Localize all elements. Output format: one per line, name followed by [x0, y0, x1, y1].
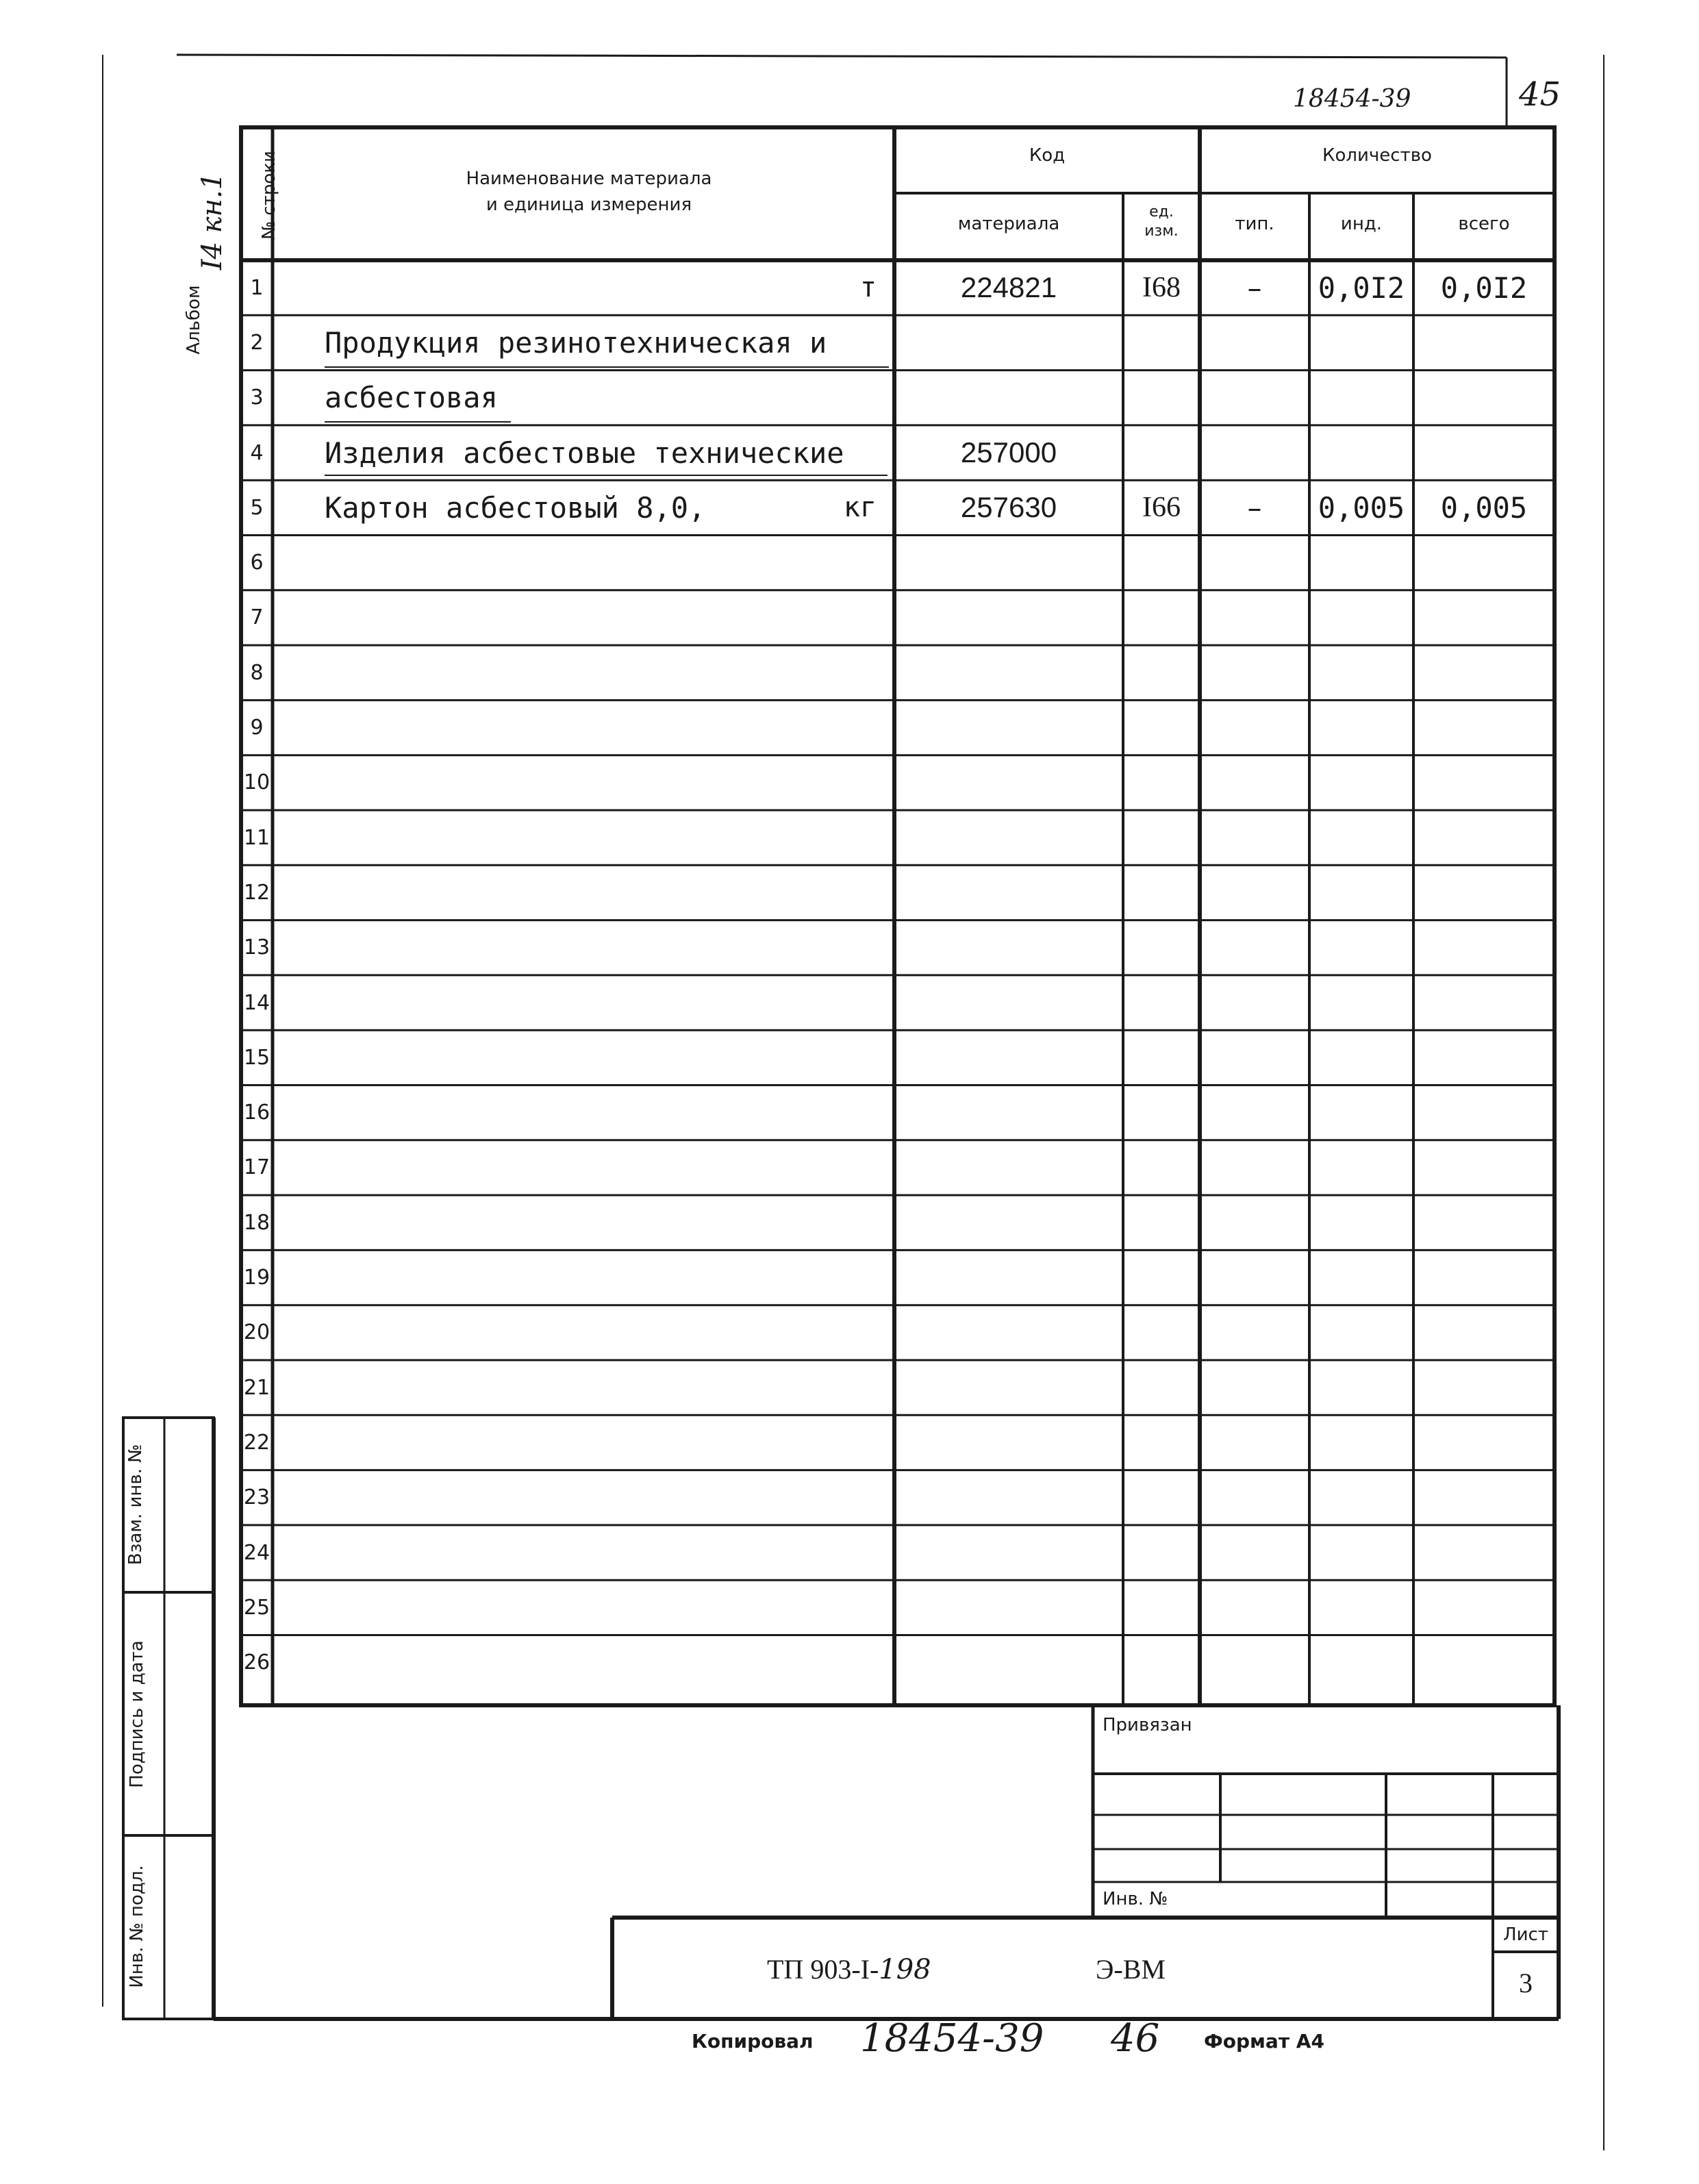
cell-unit-code — [1123, 371, 1200, 425]
cell-unit-code — [1123, 1085, 1200, 1140]
cell-ind — [1309, 1195, 1413, 1250]
col-qty-ind: инд. — [1340, 214, 1383, 234]
cell-code — [894, 920, 1123, 975]
cell-ind — [1309, 1580, 1413, 1635]
cell-name — [273, 920, 894, 975]
cell-unit-code — [1123, 1305, 1200, 1360]
cell-total — [1413, 1140, 1555, 1195]
cell-total — [1413, 645, 1555, 700]
format-label: Формат А4 — [1204, 2030, 1324, 2053]
cell-no: 13 — [243, 936, 270, 960]
cell-typ — [1200, 1470, 1309, 1525]
cell-unit-code — [1123, 920, 1200, 975]
cell-code — [894, 1140, 1123, 1195]
cell-typ — [1200, 755, 1309, 810]
cell-typ — [1200, 1635, 1309, 1690]
cell-name — [273, 1360, 894, 1415]
col-code-unit: ед. изм. — [1144, 203, 1179, 240]
cell-total — [1413, 1250, 1555, 1305]
cell-typ: – — [1247, 490, 1262, 525]
cell-no: 20 — [243, 1320, 270, 1345]
cell-no: 24 — [243, 1540, 270, 1565]
cell-ind — [1309, 371, 1413, 425]
cell-name — [273, 645, 894, 700]
cell-typ — [1200, 1580, 1309, 1635]
cell-unit-code — [1123, 425, 1200, 480]
cell-unit-code: I66 — [1142, 492, 1181, 524]
designation-hand: 198 — [879, 1954, 931, 1985]
cell-ind — [1309, 1525, 1413, 1580]
cell-no: 3 — [250, 386, 264, 410]
col-qty-total: всего — [1458, 214, 1510, 234]
cell-typ — [1200, 315, 1309, 370]
cell-unit-text: т — [859, 272, 877, 304]
col-name: Наименование материала и единица измерения — [466, 168, 712, 215]
cell-unit-code — [1123, 1470, 1200, 1525]
cell-no: 12 — [243, 880, 270, 905]
cell-no: 26 — [243, 1650, 270, 1675]
cell-name — [273, 536, 894, 590]
cell-name — [273, 1525, 894, 1580]
cell-ind — [1309, 1140, 1413, 1195]
cell-ind — [1309, 1030, 1413, 1085]
cell-unit-code — [1123, 1140, 1200, 1195]
cell-ind — [1309, 975, 1413, 1030]
cell-ind — [1309, 590, 1413, 645]
col-qty: Количество — [1322, 145, 1432, 166]
cell-no: 1 — [250, 275, 264, 300]
cell-typ — [1200, 1360, 1309, 1415]
cell-total: 0,005 — [1440, 490, 1528, 525]
cell-name — [273, 975, 894, 1030]
cell-total — [1413, 1415, 1555, 1470]
cell-no: 9 — [250, 716, 264, 740]
cell-name — [273, 1415, 894, 1470]
cell-unit-code — [1123, 1525, 1200, 1580]
sheet-value: 3 — [1519, 1968, 1533, 1998]
cell-no: 19 — [243, 1266, 270, 1290]
designation — [767, 1953, 931, 1985]
cell-no: 7 — [250, 605, 264, 630]
cell-name: асбестовая — [325, 381, 498, 415]
cell-code — [894, 315, 1123, 370]
album-value: I4 кн.1 — [197, 172, 228, 271]
cell-code — [894, 536, 1123, 590]
cell-ind — [1309, 315, 1413, 370]
cell-name: Продукция резинотехническая и — [325, 325, 827, 360]
cell-ind — [1309, 1415, 1413, 1470]
cell-typ — [1200, 1030, 1309, 1085]
doc-mark: Э-ВМ — [1096, 1954, 1166, 1985]
cell-total — [1413, 865, 1555, 920]
cell-no: 17 — [243, 1155, 270, 1180]
cell-ind: 0,0I2 — [1318, 271, 1405, 305]
cell-no: 6 — [250, 551, 264, 575]
cell-typ — [1200, 1085, 1309, 1140]
cell-typ — [1200, 645, 1309, 700]
cell-ind — [1309, 1085, 1413, 1140]
cell-total — [1413, 755, 1555, 810]
cell-no: 18 — [243, 1210, 270, 1235]
cell-code — [894, 1525, 1123, 1580]
cell-code — [894, 645, 1123, 700]
cell-total — [1413, 920, 1555, 975]
cell-ind — [1309, 1360, 1413, 1415]
cell-no: 8 — [250, 660, 264, 685]
cell-ind — [1309, 700, 1413, 755]
cell-ind — [1309, 425, 1413, 480]
cell-name — [273, 1635, 894, 1690]
cell-ind — [1309, 1305, 1413, 1360]
cell-unit-code: I68 — [1142, 272, 1181, 304]
cell-name — [273, 755, 894, 810]
cell-code: 257000 — [960, 436, 1057, 469]
cell-ind — [1309, 1635, 1413, 1690]
cell-code — [894, 1635, 1123, 1690]
cell-typ — [1200, 1415, 1309, 1470]
cell-code — [894, 1030, 1123, 1085]
cell-code — [894, 700, 1123, 755]
cell-total: 0,0I2 — [1440, 271, 1528, 305]
cell-total — [1413, 590, 1555, 645]
cell-unit-code — [1123, 1580, 1200, 1635]
cell-no: 14 — [243, 990, 270, 1015]
cell-unit-code — [1123, 1250, 1200, 1305]
doc-number: 18454-39 — [1293, 85, 1411, 113]
copied-hand: 18454-39 — [860, 2016, 1044, 2061]
cell-code — [894, 865, 1123, 920]
cell-code — [894, 1470, 1123, 1525]
cell-name — [273, 590, 894, 645]
cell-ind: 0,005 — [1318, 490, 1405, 525]
cell-code — [894, 975, 1123, 1030]
cell-total — [1413, 425, 1555, 480]
cell-unit-text: кг — [843, 492, 877, 524]
cell-code — [894, 1085, 1123, 1140]
cell-typ — [1200, 536, 1309, 590]
cell-no: 11 — [243, 825, 270, 850]
cell-ind — [1309, 645, 1413, 700]
col-code: Код — [1029, 145, 1066, 166]
cell-unit-code — [1123, 755, 1200, 810]
cell-typ — [1200, 810, 1309, 865]
cell-unit-code — [1123, 1195, 1200, 1250]
cell-code — [894, 810, 1123, 865]
cell-unit-code — [1123, 975, 1200, 1030]
cell-unit-code — [1123, 1415, 1200, 1470]
cell-no: 23 — [243, 1485, 270, 1510]
cell-name — [273, 1250, 894, 1305]
cell-total — [1413, 1470, 1555, 1525]
cell-total — [1413, 1195, 1555, 1250]
cell-unit-code — [1123, 315, 1200, 370]
copied-label: Копировал — [692, 2030, 814, 2053]
cell-unit-code — [1123, 1635, 1200, 1690]
cell-name — [273, 810, 894, 865]
cell-typ — [1200, 1525, 1309, 1580]
col-row-no: № строки — [259, 151, 279, 240]
cell-total — [1413, 1030, 1555, 1085]
cell-total — [1413, 975, 1555, 1030]
stamp-podpis: Подпись и дата — [127, 1640, 147, 1788]
cell-code — [894, 1360, 1123, 1415]
cell-name — [273, 1305, 894, 1360]
cell-ind — [1309, 920, 1413, 975]
col-qty-typ: тип. — [1235, 214, 1274, 234]
sheet-label: Лист — [1503, 1924, 1548, 1945]
cell-typ — [1200, 590, 1309, 645]
cell-code — [894, 1415, 1123, 1470]
stamp-inv-podl: Инв. № подл. — [127, 1865, 147, 1988]
cell-total — [1413, 1525, 1555, 1580]
designation-code: ТП 903-I- — [767, 1954, 879, 1985]
cell-no: 2 — [250, 330, 264, 355]
cell-code — [894, 371, 1123, 425]
cell-no: 22 — [243, 1430, 270, 1455]
cell-typ — [1200, 1195, 1309, 1250]
cell-total — [1413, 700, 1555, 755]
cell-unit-code — [1123, 1360, 1200, 1415]
cell-ind — [1309, 810, 1413, 865]
cell-typ — [1200, 1140, 1309, 1195]
cell-name — [273, 700, 894, 755]
cell-unit-code — [1123, 645, 1200, 700]
cell-name — [273, 1140, 894, 1195]
cell-name: Картон асбестовый 8,0, — [325, 490, 706, 525]
cell-unit-code — [1123, 590, 1200, 645]
cell-total — [1413, 1085, 1555, 1140]
cell-code — [894, 590, 1123, 645]
cell-code: 224821 — [960, 271, 1057, 304]
cell-name — [273, 1085, 894, 1140]
cell-total — [1413, 536, 1555, 590]
cell-typ — [1200, 975, 1309, 1030]
cell-ind — [1309, 1470, 1413, 1525]
stamp-vzam: Взам. инв. № — [125, 1444, 146, 1566]
cell-typ — [1200, 425, 1309, 480]
cell-total — [1413, 1580, 1555, 1635]
cell-no: 21 — [243, 1375, 270, 1400]
cell-ind — [1309, 536, 1413, 590]
cell-typ: – — [1247, 271, 1262, 305]
cell-name — [273, 260, 894, 315]
cell-unit-code — [1123, 700, 1200, 755]
cell-no: 4 — [250, 440, 264, 465]
cell-ind — [1309, 755, 1413, 810]
cell-name — [273, 1470, 894, 1525]
cell-unit-code — [1123, 1030, 1200, 1085]
cell-unit-code — [1123, 536, 1200, 590]
album-label: Альбом — [184, 285, 204, 355]
col-code-material: материала — [957, 214, 1060, 234]
cell-code — [894, 1580, 1123, 1635]
cell-total — [1413, 371, 1555, 425]
copied-page: 46 — [1111, 2016, 1160, 2061]
cell-name — [273, 1580, 894, 1635]
page-number: 45 — [1519, 75, 1561, 114]
cell-typ — [1200, 920, 1309, 975]
cell-ind — [1309, 1250, 1413, 1305]
cell-code — [894, 1250, 1123, 1305]
cell-typ — [1200, 1305, 1309, 1360]
cell-ind — [1309, 865, 1413, 920]
cell-total — [1413, 1305, 1555, 1360]
cell-total — [1413, 315, 1555, 370]
cell-name: Изделия асбестовые технические — [325, 436, 844, 470]
cell-no: 10 — [243, 770, 270, 795]
cell-code: 257630 — [960, 491, 1057, 524]
cell-typ — [1200, 865, 1309, 920]
cell-no: 16 — [243, 1101, 270, 1125]
cell-unit-code — [1123, 865, 1200, 920]
privyazan-label: Привязан — [1103, 1715, 1192, 1735]
inv-no-label: Инв. № — [1103, 1889, 1168, 1909]
cell-no: 15 — [243, 1045, 270, 1070]
cell-no: 25 — [243, 1595, 270, 1620]
cell-code — [894, 1195, 1123, 1250]
cell-code — [894, 755, 1123, 810]
cell-name — [273, 1195, 894, 1250]
cell-code — [894, 1305, 1123, 1360]
cell-typ — [1200, 371, 1309, 425]
cell-typ — [1200, 700, 1309, 755]
cell-total — [1413, 1360, 1555, 1415]
cell-total — [1413, 1635, 1555, 1690]
cell-typ — [1200, 1250, 1309, 1305]
cell-name — [273, 865, 894, 920]
cell-unit-code — [1123, 810, 1200, 865]
cell-total — [1413, 810, 1555, 865]
cell-name — [273, 1030, 894, 1085]
cell-no: 5 — [250, 495, 264, 520]
